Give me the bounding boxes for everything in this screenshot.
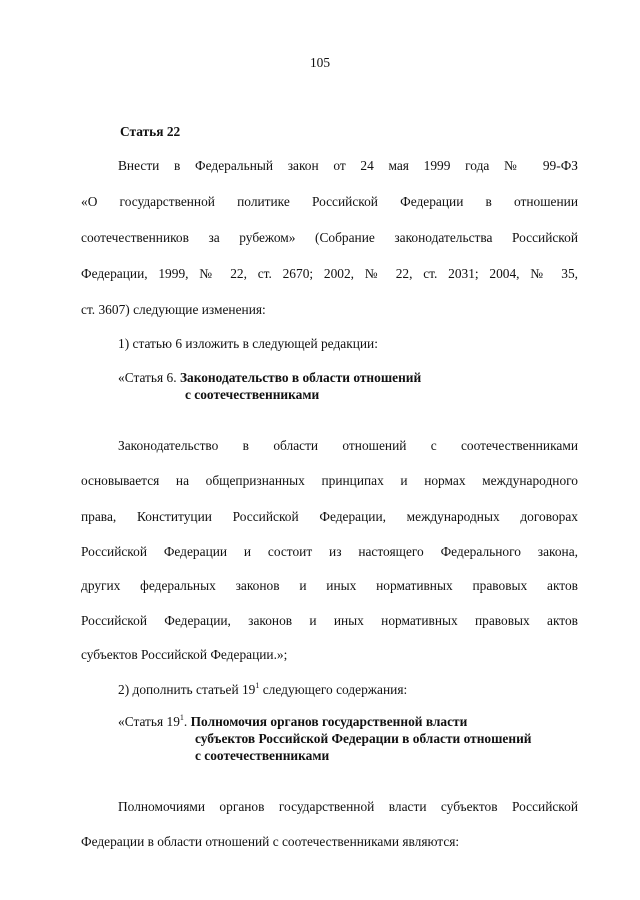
article-19-prefix-end: .	[183, 714, 188, 729]
article-19-title-cont-2: с соотечественниками	[195, 748, 330, 763]
article-19-title-cont: субъектов Российской Федерации в области отношений	[195, 731, 532, 746]
item-2-text: 2) дополнить статьей 19	[118, 682, 256, 697]
article-19-prefix: «Статья 19	[118, 714, 180, 729]
article-6-title: Законодательство в области отношений	[179, 370, 422, 385]
text-line: Федерации, 1999, № 22, ст. 2670; 2002, № 22, ст. 2031; 2004, № 35,	[81, 266, 578, 281]
article-heading: Статья 22	[120, 124, 181, 139]
page-number: 105	[309, 55, 331, 70]
article-6-title-cont: с соотечественниками	[185, 387, 320, 402]
item-1: 1) статью 6 изложить в следующей редакции:	[118, 336, 378, 351]
text-line: Российской Федерации и состоит из настоящего Федерального закона,	[81, 544, 578, 559]
text-line: «О государственной политике Российской Федерации в отношении	[81, 194, 578, 209]
article-19-sup: 1	[179, 713, 184, 722]
article-6-prefix: «Статья 6.	[118, 370, 177, 385]
text-line: других федеральных законов и иных нормативных правовых актов	[81, 578, 578, 593]
item-2	[118, 682, 407, 698]
text-line: Внести в Федеральный закон от 24 мая 1999 года № 99-ФЗ	[118, 158, 578, 173]
item-2-sup: 1	[255, 681, 260, 690]
text-line: Федерации в области отношений с соотечественниками являются:	[81, 834, 460, 849]
text-line: права, Конституции Российской Федерации, международных договорах	[81, 509, 578, 524]
text-line: субъектов Российской Федерации.»;	[81, 647, 288, 662]
text-line: ст. 3607) следующие изменения:	[81, 302, 266, 317]
article-19-title: Полномочия органов государственной власти	[190, 714, 468, 729]
text-line: соотечественников за рубежом» (Собрание законодательства Российской	[81, 230, 578, 245]
text-line: Российской Федерации, законов и иных нормативных правовых актов	[81, 613, 578, 628]
item-2-text-end: следующего содержания:	[259, 682, 408, 697]
text-line: Законодательство в области отношений с соотечественниками	[118, 438, 578, 453]
text-line: Полномочиями органов государственной власти субъектов Российской	[118, 799, 578, 814]
text-line: основывается на общепризнанных принципах и нормах международного	[81, 473, 578, 488]
